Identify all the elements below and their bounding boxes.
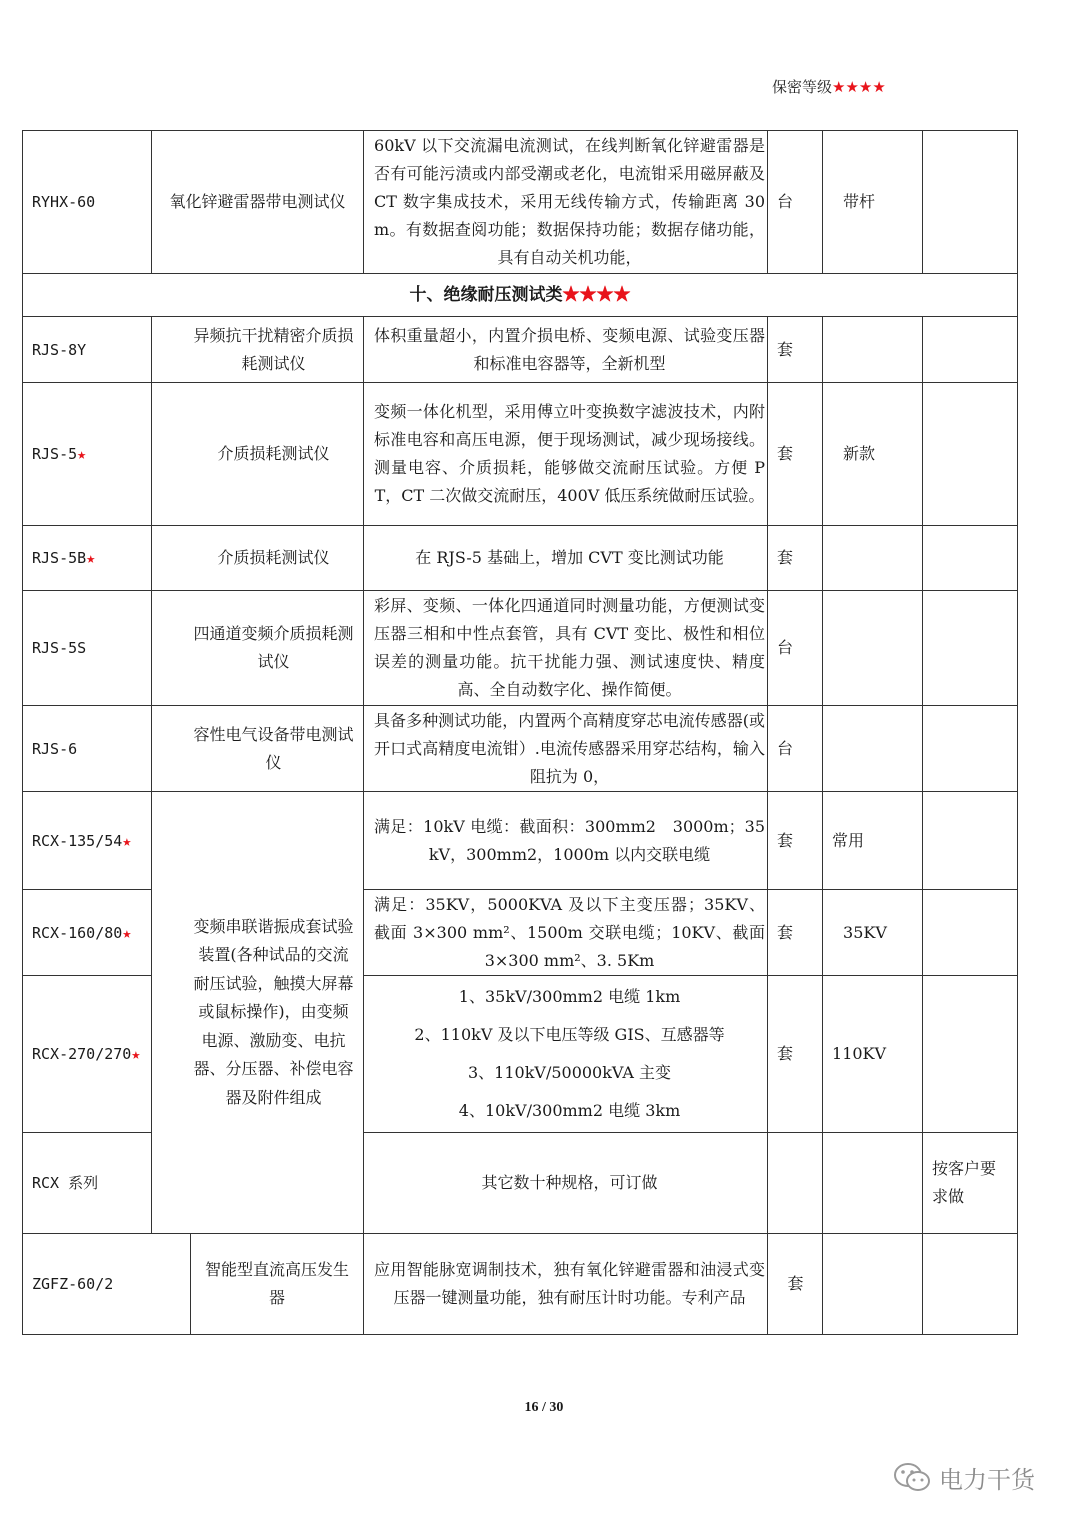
wechat-icon xyxy=(893,1462,931,1494)
extra-cell xyxy=(923,976,1018,1133)
unit-cell: 套 xyxy=(768,317,823,383)
section-row xyxy=(23,274,1018,317)
spec-line: 1、35kV/300mm2 电缆 1km xyxy=(458,987,681,1006)
model-text: RJS-5B xyxy=(32,549,87,567)
unit-cell: 套 xyxy=(768,1234,823,1335)
product-group-name-cell: 变频串联谐振成套试验装置(各种试品的交流耐压试验，触摸大屏幕或鼠标操作)，由变频电源、激励变、电抗器、分压器、补偿电容器及附件组成 xyxy=(152,792,364,1234)
model-cell xyxy=(23,792,152,890)
extra-cell xyxy=(923,131,1018,274)
brand-watermark xyxy=(893,1460,1035,1495)
unit-cell: 套 xyxy=(768,383,823,526)
model-cell: ZGFZ-60/2 xyxy=(23,1234,191,1335)
unit-cell: 套 xyxy=(768,526,823,591)
section-stars: ★★★★ xyxy=(562,285,631,305)
spec-line: 4、10kV/300mm2 电缆 3km xyxy=(458,1101,681,1120)
recommend-star: ★ xyxy=(86,549,96,567)
extra-cell xyxy=(923,383,1018,526)
confidentiality-stars: ★★★★ xyxy=(832,78,886,96)
model-text: RCX-135/54 xyxy=(32,831,123,850)
unit-cell: 套 xyxy=(768,890,823,976)
unit-cell: 套 xyxy=(768,976,823,1133)
note-cell xyxy=(823,317,923,383)
section-title xyxy=(23,274,1018,317)
table-row xyxy=(23,591,1018,706)
model-cell: RYHX-60 xyxy=(23,131,152,274)
note-cell xyxy=(823,1133,923,1234)
model-cell xyxy=(23,526,152,591)
description-cell: 在 RJS-5 基础上，增加 CVT 变比测试功能 xyxy=(364,526,768,591)
extra-cell: 按客户要求做 xyxy=(923,1133,1018,1234)
recommend-star: ★ xyxy=(77,445,87,463)
note-cell: 35KV xyxy=(823,890,923,976)
table-row xyxy=(23,792,1018,890)
note-cell: 带杆 xyxy=(823,131,923,274)
extra-cell xyxy=(923,706,1018,792)
description-cell: 60kV 以下交流漏电流测试，在线判断氧化锌避雷器是否有可能污渍或内部受潮或老化，电流钳采用磁屏蔽及 CT 数字集成技术，采用无线传输方式，传输距离 30m。有数据查阅功能；数据保持功能；数据存储功能，具有自动关机功能， xyxy=(364,131,768,274)
table-row xyxy=(23,526,1018,591)
description-cell: 变频一体化机型，采用傅立叶变换数字滤波技术，内附标准电容和高压电源，便于现场测试，减少现场接线。测量电容、介质损耗，能够做交流耐压试验。方便 PT，CT 二次做交流耐压，400V 低压系统做耐压试验。 xyxy=(364,383,768,526)
model-text: RCX-270/270 xyxy=(32,1045,132,1063)
product-name-cell: 四通道变频介质损耗测试仪 xyxy=(152,591,364,706)
note-cell xyxy=(823,706,923,792)
description-cell: 满足：10kV 电缆：截面积：300mm2 3000m；35kV，300mm2，1000m 以内交联电缆 xyxy=(364,792,768,890)
model-cell xyxy=(23,890,152,976)
model-cell xyxy=(23,383,152,526)
description-cell: 体积重量超小，内置介损电桥、变频电源、试验变压器和标准电容器等，全新机型 xyxy=(364,317,768,383)
unit-cell xyxy=(768,1133,823,1234)
table-row xyxy=(23,383,1018,526)
note-cell: 新款 xyxy=(823,383,923,526)
description-cell xyxy=(364,976,768,1133)
description-cell: 满足：35KV，5000KVA 及以下主变压器；35KV、截面 3×300 mm²、1500m 交联电缆；10KV、截面 3×300 mm²、3. 5Km xyxy=(364,890,768,976)
confidentiality-text: 保密等级 xyxy=(772,78,833,96)
recommend-star: ★ xyxy=(122,831,132,850)
product-name-cell: 介质损耗测试仪 xyxy=(152,383,364,526)
unit-cell: 台 xyxy=(768,131,823,274)
note-cell: 110KV xyxy=(823,976,923,1133)
spec-line: 2、110kV 及以下电压等级 GIS、互感器等 xyxy=(414,1025,725,1044)
model-text: RJS-5 xyxy=(32,445,78,463)
extra-cell xyxy=(923,1234,1018,1335)
extra-cell xyxy=(923,317,1018,383)
table-row xyxy=(23,1234,1018,1335)
product-spec-table xyxy=(22,130,1018,1335)
confidentiality-label xyxy=(772,76,886,97)
unit-cell: 台 xyxy=(768,591,823,706)
page-number: 16 / 30 xyxy=(524,1400,564,1415)
note-cell xyxy=(823,526,923,591)
model-cell: RJS-5S xyxy=(23,591,152,706)
brand-name: 电力干货 xyxy=(939,1466,1035,1494)
unit-cell: 台 xyxy=(768,706,823,792)
model-cell xyxy=(23,976,152,1133)
description-cell: 具备多种测试功能，内置两个高精度穿芯电流传感器(或开口式高精度电流钳）.电流传感器采用穿芯结构，输入阻抗为 0， xyxy=(364,706,768,792)
extra-cell xyxy=(923,526,1018,591)
unit-cell: 套 xyxy=(768,792,823,890)
product-name-cell: 异频抗干扰精密介质损耗测试仪 xyxy=(152,317,364,383)
table-row xyxy=(23,131,1018,274)
product-name-cell: 介质损耗测试仪 xyxy=(152,526,364,591)
table-row xyxy=(23,706,1018,792)
description-cell: 其它数十种规格，可订做 xyxy=(364,1133,768,1234)
note-cell xyxy=(823,1234,923,1335)
extra-cell xyxy=(923,792,1018,890)
extra-cell xyxy=(923,890,1018,976)
note-cell xyxy=(823,591,923,706)
product-name-cell: 容性电气设备带电测试仪 xyxy=(152,706,364,792)
spec-line: 3、110kV/50000kVA 主变 xyxy=(467,1063,672,1082)
product-name-cell: 智能型直流高压发生器 xyxy=(191,1234,364,1335)
description-cell: 应用智能脉宽调制技术，独有氧化锌避雷器和油浸式变压器一键测量功能，独有耐压计时功能。专利产品 xyxy=(364,1234,768,1335)
model-cell: RJS-6 xyxy=(23,706,152,792)
section-title-text: 十、绝缘耐压测试类 xyxy=(409,285,563,305)
extra-cell xyxy=(923,591,1018,706)
table-row xyxy=(23,317,1018,383)
model-text: RCX-160/80 xyxy=(32,923,123,942)
product-name-cell: 氧化锌避雷器带电测试仪 xyxy=(152,131,364,274)
model-cell: RJS-8Y xyxy=(23,317,152,383)
note-cell: 常用 xyxy=(823,792,923,890)
recommend-star: ★ xyxy=(122,923,132,942)
model-cell: RCX 系列 xyxy=(23,1133,152,1234)
recommend-star: ★ xyxy=(131,1045,141,1063)
description-cell: 彩屏、变频、一体化四通道同时测量功能，方便测试变压器三相和中性点套管，具有 CVT 变比、极性和相位误差的测量功能。抗干扰能力强、测试速度快、精度高、全自动数字化、操作简便。 xyxy=(364,591,768,706)
